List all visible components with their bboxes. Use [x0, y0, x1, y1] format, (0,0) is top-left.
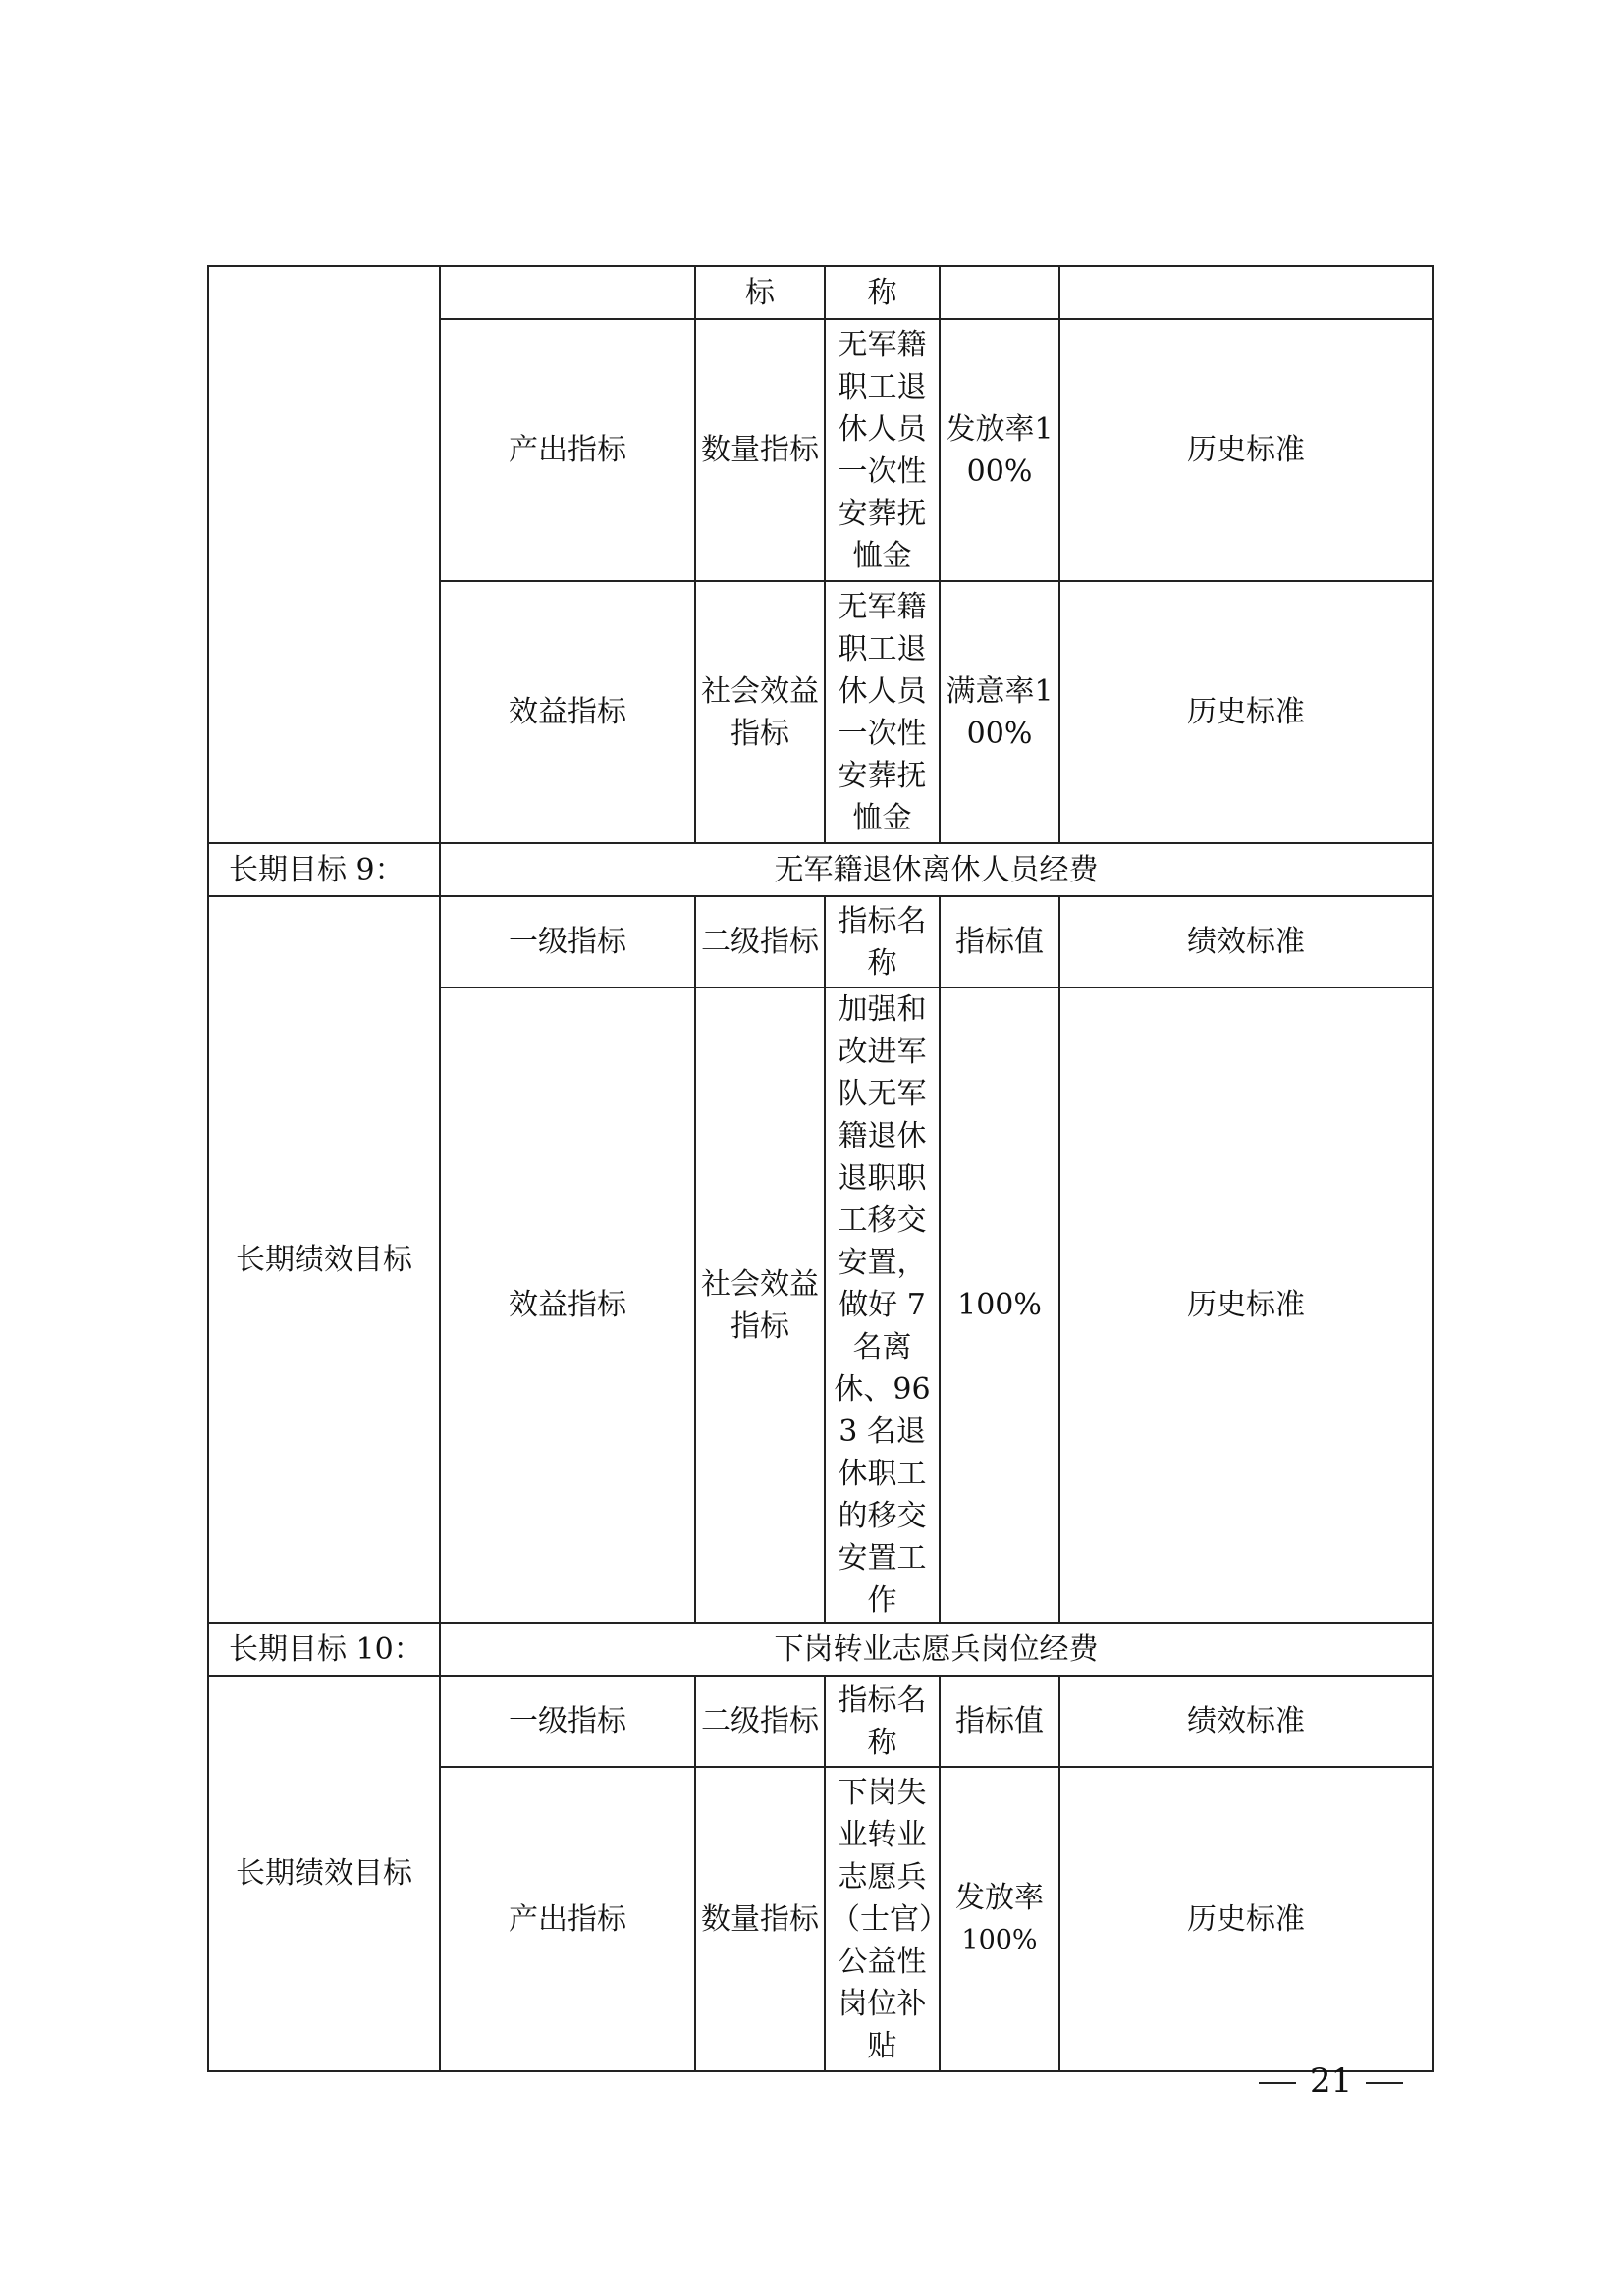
page-number — [1245, 2061, 1417, 2101]
goal-title-row — [208, 843, 1433, 896]
header-name: 指标名称 — [825, 1676, 940, 1767]
header-standard: 绩效标准 — [1059, 1676, 1433, 1767]
level2-cell: 社会效益指标 — [695, 988, 825, 1623]
level2-cell: 数量指标 — [695, 319, 825, 581]
header-level2: 二级指标 — [695, 1676, 825, 1767]
standard-cell: 历史标准 — [1059, 581, 1433, 843]
metric-value-label: 发放率 — [955, 1881, 1044, 1915]
header-row — [208, 1676, 1433, 1767]
header-level2-tail: 标 — [695, 266, 825, 319]
goal-side-label: 长期绩效目标 — [208, 896, 440, 1623]
standard-cell: 历史标准 — [1059, 319, 1433, 581]
dash-left — [1259, 2082, 1296, 2084]
header-value: 指标值 — [940, 896, 1059, 988]
standard-cell: 历史标准 — [1059, 988, 1433, 1623]
metric-value-cell: 满意率100% — [940, 581, 1059, 843]
continued-side-cell — [208, 266, 440, 843]
level1-cell: 产出指标 — [440, 319, 695, 581]
metric-name-cell: 下岗失业转业志愿兵（士官）公益性岗位补贴 — [825, 1767, 940, 2071]
metric-value-cell — [940, 1767, 1059, 2071]
header-value: 指标值 — [940, 1676, 1059, 1767]
goal-label: 长期目标 10： — [208, 1623, 440, 1676]
metric-value-cell: 100% — [940, 988, 1059, 1623]
header-name: 指标名称 — [825, 896, 940, 988]
goal-side-label: 长期绩效目标 — [208, 1676, 440, 2071]
level1-cell: 效益指标 — [440, 988, 695, 1623]
goal-title-row — [208, 1623, 1433, 1676]
page-number-text: 21 — [1310, 2061, 1353, 2101]
level2-cell: 社会效益指标 — [695, 581, 825, 843]
metric-value-cell: 发放率100% — [940, 319, 1059, 581]
metric-name-cell: 无军籍职工退休人员一次性安葬抚恤金 — [825, 319, 940, 581]
standard-cell: 历史标准 — [1059, 1767, 1433, 2071]
metric-value-pct: 100% — [961, 1925, 1038, 1955]
level1-cell: 效益指标 — [440, 581, 695, 843]
header-level1: 一级指标 — [440, 896, 695, 988]
goal-label: 长期目标 9： — [208, 843, 440, 896]
metric-name-cell: 无军籍职工退休人员一次性安葬抚恤金 — [825, 581, 940, 843]
goal-title: 下岗转业志愿兵岗位经费 — [440, 1623, 1433, 1676]
header-name-tail: 称 — [825, 266, 940, 319]
header-standard: 绩效标准 — [1059, 896, 1433, 988]
level1-cell: 产出指标 — [440, 1767, 695, 2071]
performance-table — [207, 265, 1434, 2072]
dash-right — [1366, 2082, 1403, 2084]
metric-name-cell: 加强和改进军队无军籍退休退职职工移交安置，做好 7 名离休、963 名退休职工的移交安置工作 — [825, 988, 940, 1623]
table-row — [208, 266, 1433, 319]
header-level2: 二级指标 — [695, 896, 825, 988]
goal-title: 无军籍退休离休人员经费 — [440, 843, 1433, 896]
level2-cell: 数量指标 — [695, 1767, 825, 2071]
header-row — [208, 896, 1433, 988]
header-level1: 一级指标 — [440, 1676, 695, 1767]
